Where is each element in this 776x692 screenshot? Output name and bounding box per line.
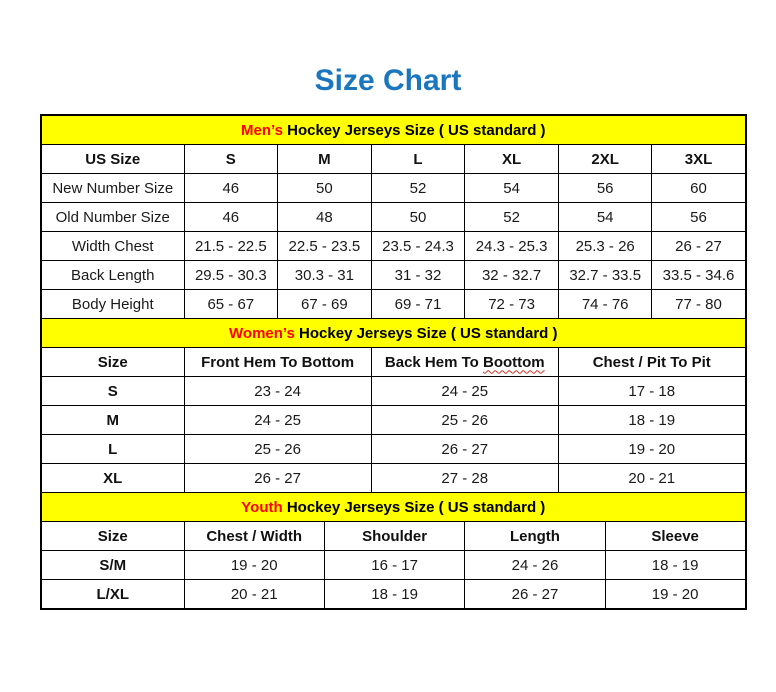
mens-row-label: Width Chest (41, 232, 184, 261)
womens-column-header: Chest / Pit To Pit (558, 348, 745, 377)
womens-size-value: 19 - 20 (558, 435, 745, 464)
youth-size-value: 16 - 17 (324, 551, 464, 580)
mens-banner (41, 115, 746, 145)
youth-column-header: Chest / Width (184, 522, 324, 551)
youth-size-value: 24 - 26 (465, 551, 605, 580)
youth-banner-highlight: Youth (241, 498, 283, 516)
womens-header-row (41, 348, 746, 377)
youth-banner-text: Hockey Jerseys Size ( US standard ) (282, 498, 546, 516)
womens-row-label: L (41, 435, 184, 464)
mens-size-value: 74 - 76 (558, 290, 652, 319)
youth-table-row (41, 551, 746, 580)
youth-column-header: Length (465, 522, 605, 551)
mens-size-value: 67 - 69 (278, 290, 372, 319)
youth-size-value: 19 - 20 (184, 551, 324, 580)
womens-table-row (41, 435, 746, 464)
mens-size-value: 54 (465, 174, 559, 203)
youth-size-value: 18 - 19 (324, 580, 464, 610)
mens-row-label: Back Length (41, 261, 184, 290)
womens-size-value: 27 - 28 (371, 464, 558, 493)
mens-size-value: 50 (278, 174, 372, 203)
womens-banner (41, 319, 746, 348)
mens-table-row (41, 261, 746, 290)
mens-size-value: 21.5 - 22.5 (184, 232, 278, 261)
womens-section-row (41, 319, 746, 348)
mens-size-value: 25.3 - 26 (558, 232, 652, 261)
header-text: Back Hem To (384, 353, 483, 371)
mens-table-row (41, 290, 746, 319)
mens-size-value: 50 (371, 203, 465, 232)
mens-size-value: 32 - 32.7 (465, 261, 559, 290)
mens-size-value: 65 - 67 (184, 290, 278, 319)
mens-size-value: 52 (371, 174, 465, 203)
mens-size-value: 60 (652, 174, 746, 203)
mens-row-label: New Number Size (41, 174, 184, 203)
youth-header-row (41, 522, 746, 551)
mens-table-row (41, 174, 746, 203)
size-chart-table (40, 114, 747, 610)
womens-row-label: M (41, 406, 184, 435)
womens-size-value: 25 - 26 (184, 435, 371, 464)
youth-size-value: 20 - 21 (184, 580, 324, 610)
mens-row-label: Old Number Size (41, 203, 184, 232)
womens-table-row (41, 464, 746, 493)
mens-banner-text: Hockey Jerseys Size ( US standard ) (282, 121, 546, 139)
womens-banner-highlight: Women’s (229, 324, 295, 342)
womens-column-header (371, 348, 558, 377)
mens-banner-highlight: Men’s (240, 121, 283, 139)
mens-size-value: 24.3 - 25.3 (465, 232, 559, 261)
mens-column-header: XL (465, 145, 559, 174)
mens-size-value: 33.5 - 34.6 (652, 261, 746, 290)
womens-row-label: XL (41, 464, 184, 493)
mens-section-row (41, 115, 746, 145)
womens-column-header: Size (41, 348, 184, 377)
mens-size-value: 22.5 - 23.5 (278, 232, 372, 261)
youth-column-header: Shoulder (324, 522, 464, 551)
mens-header-row (41, 145, 746, 174)
mens-column-header: 3XL (652, 145, 746, 174)
mens-column-header: 2XL (558, 145, 652, 174)
mens-size-value: 31 - 32 (371, 261, 465, 290)
mens-row-label: Body Height (41, 290, 184, 319)
youth-size-value: 19 - 20 (605, 580, 745, 610)
womens-table-row (41, 377, 746, 406)
mens-size-value: 32.7 - 33.5 (558, 261, 652, 290)
youth-banner (41, 493, 746, 522)
womens-size-value: 17 - 18 (558, 377, 745, 406)
womens-column-header: Front Hem To Bottom (184, 348, 371, 377)
womens-size-value: 24 - 25 (371, 377, 558, 406)
mens-size-value: 52 (465, 203, 559, 232)
youth-size-value: 26 - 27 (465, 580, 605, 610)
mens-size-value: 72 - 73 (465, 290, 559, 319)
womens-size-value: 24 - 25 (184, 406, 371, 435)
mens-size-value: 23.5 - 24.3 (371, 232, 465, 261)
mens-size-value: 29.5 - 30.3 (184, 261, 278, 290)
misspelled-word: Boottom (483, 353, 545, 371)
womens-size-value: 23 - 24 (184, 377, 371, 406)
mens-size-value: 26 - 27 (652, 232, 746, 261)
mens-table-row (41, 232, 746, 261)
youth-row-label: L/XL (41, 580, 184, 610)
youth-size-value: 18 - 19 (605, 551, 745, 580)
womens-size-value: 18 - 19 (558, 406, 745, 435)
mens-column-header: L (371, 145, 465, 174)
womens-row-label: S (41, 377, 184, 406)
mens-column-header: M (278, 145, 372, 174)
womens-size-value: 25 - 26 (371, 406, 558, 435)
youth-section-row (41, 493, 746, 522)
womens-size-value: 26 - 27 (371, 435, 558, 464)
youth-column-header: Sleeve (605, 522, 745, 551)
mens-size-value: 48 (278, 203, 372, 232)
mens-size-value: 46 (184, 174, 278, 203)
womens-banner-text: Hockey Jerseys Size ( US standard ) (294, 324, 558, 342)
mens-column-header: US Size (41, 145, 184, 174)
mens-size-value: 56 (558, 174, 652, 203)
womens-size-value: 20 - 21 (558, 464, 745, 493)
youth-column-header: Size (41, 522, 184, 551)
womens-size-value: 26 - 27 (184, 464, 371, 493)
mens-size-value: 46 (184, 203, 278, 232)
mens-size-value: 56 (652, 203, 746, 232)
page-title: Size Chart (314, 64, 462, 97)
womens-table-row (41, 406, 746, 435)
mens-size-value: 54 (558, 203, 652, 232)
mens-size-value: 69 - 71 (371, 290, 465, 319)
mens-size-value: 30.3 - 31 (278, 261, 372, 290)
mens-table-row (41, 203, 746, 232)
youth-table-row (41, 580, 746, 610)
youth-row-label: S/M (41, 551, 184, 580)
mens-size-value: 77 - 80 (652, 290, 746, 319)
mens-column-header: S (184, 145, 278, 174)
